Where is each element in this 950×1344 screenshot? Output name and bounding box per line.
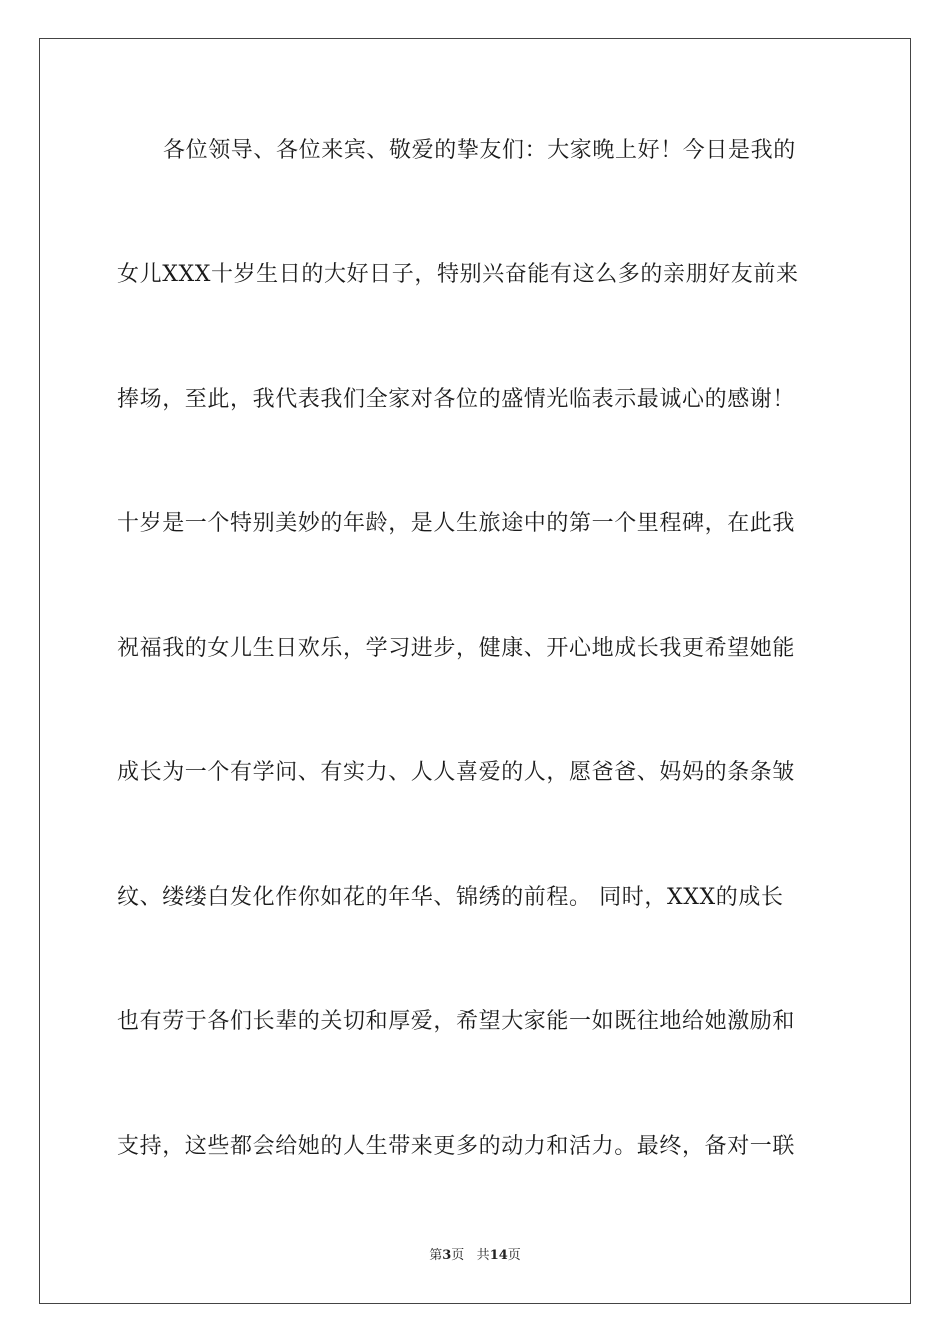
text-line-4: 十岁是一个特别美妙的年龄，是人生旅途中的第一个里程碑，在此我 <box>117 511 796 536</box>
text-line-9: 支持，这些都会给她的人生带来更多的动力和活力。最终，备对一联 <box>117 1134 796 1159</box>
text-line-1: 各位领导、各位来宾、敬爱的挚友们：大家晚上好！今日是我的 <box>163 138 796 163</box>
footer-total-prefix: 共 <box>476 1248 490 1263</box>
text-line-7: 纹、缕缕白发化作你如花的年华、锦绣的前程。 同时，XXX的成长 <box>117 885 784 910</box>
text-line-3: 捧场，至此，我代表我们全家对各位的盛情光临表示最诚心的感谢！ <box>117 387 796 412</box>
page-border <box>39 38 911 1304</box>
page-footer <box>0 1246 950 1266</box>
text-line-8: 也有劳于各们长辈的关切和厚爱，希望大家能一如既往地给她激励和 <box>117 1009 796 1034</box>
footer-total-suffix: 页 <box>507 1248 521 1263</box>
footer-total-pages: 14 <box>489 1248 508 1263</box>
text-line-5: 祝福我的女儿生日欢乐，学习进步，健康、开心地成长我更希望她能 <box>117 636 796 661</box>
text-line-6: 成长为一个有学问、有实力、人人喜爱的人，愿爸爸、妈妈的条条皱 <box>117 760 796 785</box>
footer-page-prefix: 第 <box>429 1248 443 1263</box>
footer-page-number: 3 <box>442 1248 452 1263</box>
text-line-2: 女儿XXX十岁生日的大好日子，特别兴奋能有这么多的亲朋好友前来 <box>117 262 799 287</box>
footer-page-suffix: 页 <box>451 1248 465 1263</box>
